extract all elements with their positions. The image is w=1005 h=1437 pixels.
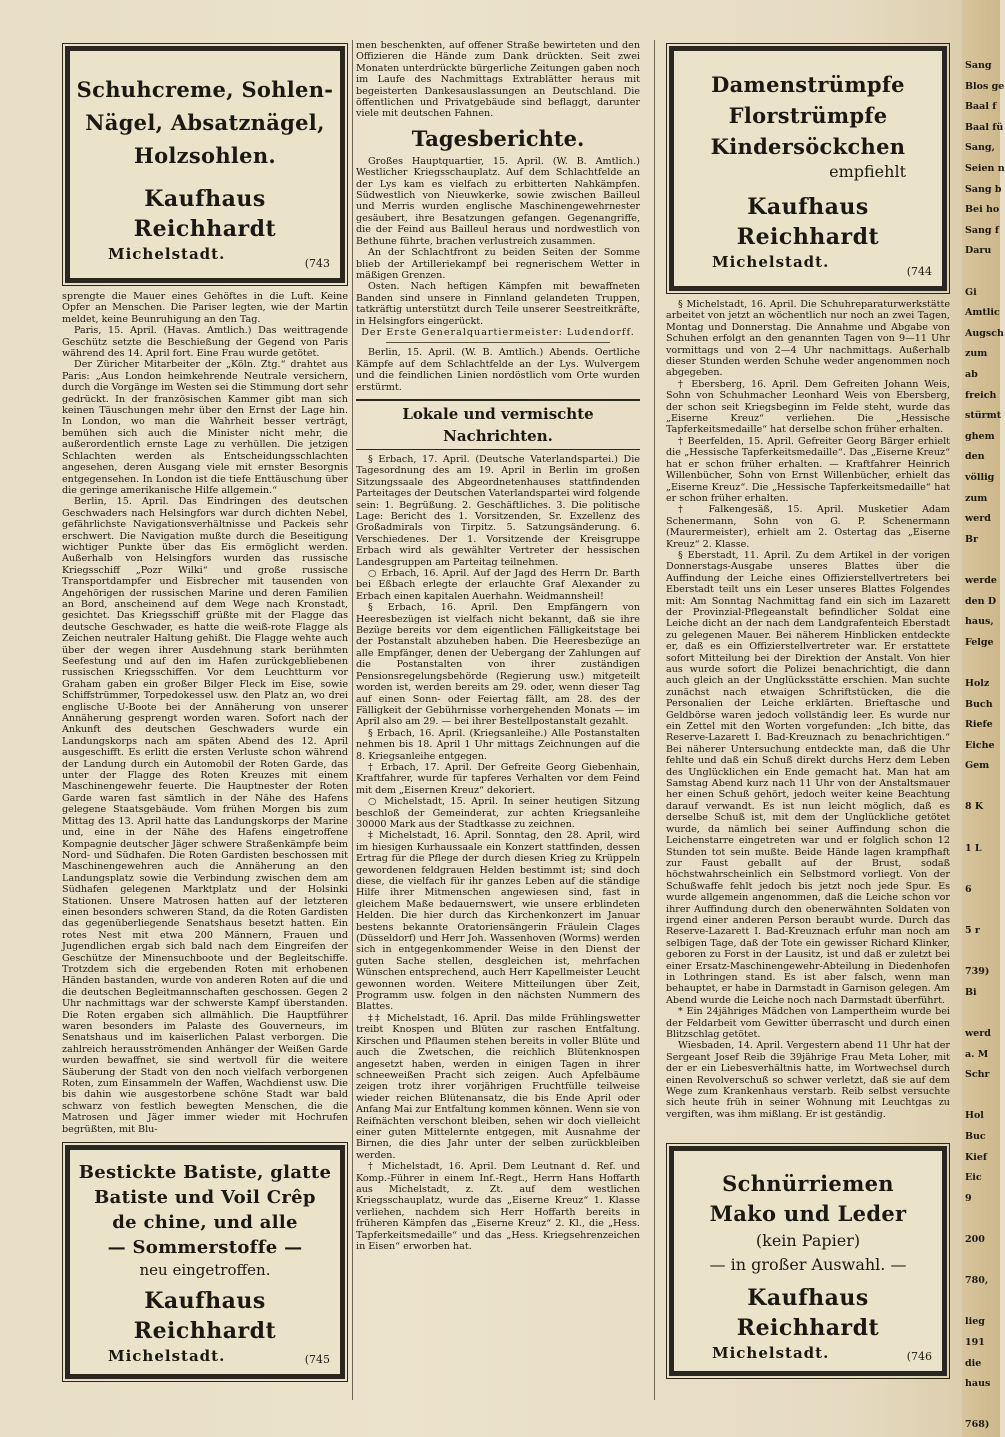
column-left (62, 40, 348, 1420)
edge-fragment: Baal f (965, 101, 997, 113)
paragraph: Berlin, 15. April. Das Eindringen des deutschen Geschwaders nach Helsingfors war durch dichten Nebel, gefährlichste Navigationsverhältnisse und Packeis sehr erschwert. Die Navigation mußte durch die Beseitigung wichtiger Punkte über das Eis ermöglicht werden. Außerhalb von Helsingfors wurden das russische Kriegsschiff „Pozr Wilki“ und große russische Transportdampfer und Eisbrecher mit tausenden von Angehörigen der russischen Marine und deren Familien an Bord, anscheinend auf dem Wege nach Kronstadt, gesichtet. Das Kriegsschiff grüßte mit der Flagge das deutsche Geschwader, es hatte die weiß-rote Flagge als Zeichen neutraler Haltung gehißt. Die Flagge wehte auch über der wegen ihrer Ausdehnung stark berühmten Seefestung und auf den im Hafen zurückgebliebenen russischen Kriegsschiffen. Vor dem Leuchtturm vor Graham gaben ein großer Bilger Fleck im Eise, sowie Schiffstrümmer, Torpedokessel usw. den Platz an, wo drei englische U-Boote bei der Annäherung von unserer Annäherung gesprengt worden waren. Sofort nach der Ankunft des deutschen Geschwaders wurde ein Landungskorps nach am späten Abend des 12. April ausgeschifft. Es erlitt die ersten Verluste schon während der Landung durch ein Automobil der Roten Garde, das unter der Flagge des Roten Kreuzes mit einem Maschinengewehr feuerte. Die Hauptnester der Roten Garde waren fast sämtlich in der Nähe des Hafens gelegene Staatsgebäude. Vom frühen Morgen bis zum Mittag des 13. April hatte das Landungskorps der Marine und, eine in der Nähe des Hafens eingetroffene Kompagnie deutscher Jäger schwere Straßenkämpfe beim Nord- und Südhafen. Die Roten Gardisten beschossen mit Maschinengewehren auch die Annäherung an den Landungsplatz sowie die Verbindung zwischen dem am Südhafen gelegenen Marktplatz und der Holsinki Stationen. Unsere Matrosen hatten auf der letzteren einen besonders schweren Stand, da die Roten Gardisten das gegenüberliegende Senatshaus besetzt hatten. Ein rotes Nest mit etwa 200 Männern, Frauen und Jugendlichen ergab sich bald nach dem Eingreifen der Geschütze der Minensuchboote und der Begleitschiffe. Trotzdem sich die ergebenden Roten mit erhobenen Händen bastanden, wurde von anderen Roten auf die und die deutschen Begleitmannschaften geschossen. Gegen 2 Uhr nachmittags war der schwerste Kampf überstanden. Die Roten ergaben sich allmählich. Die Hauptführer waren besonders im Palaste des Gouverneurs, im Senatshaus und im kaiserlichen Palast verborgen. Die zahlreich herausströmenden Anhänger der Weißen Garde wurden bewaffnet, sie sind wertvoll für die weitere Säuberung der Stadt von den noch vielfach verborgenen Roten, zum Einsammeln der Waffen, Wachdienst usw. Die bis dahin wie ausgestorbene schöne Stadt war bald schwarz von festlich bewegten Menschen, die die Matrosen und Jäger immer wieder mit Hochrufen begrüßten, mit Blu- (62, 496, 348, 1135)
ad-firm: Kaufhaus Reichhardt (133, 186, 277, 242)
ad-subline: neu eingetroffen. (139, 1261, 271, 1280)
edge-fragment: 5 r (965, 925, 980, 937)
paragraph: ‡ Michelstadt, 16. April. Sonntag, den 28. April, wird im hiesigen Kurhaussaale ein Konzert stattfinden, dessen Ertrag für die Pflege der durch diesen Krieg zu Krüppeln gewordenen feldgrauen Helden bestimmt ist; sind doch diese, die vielfach für ihr ganzes Leben auf die ständige Hilfe ihrer Mitmenschen angewiesen sind, fast in gleichem Maße bedauernswert, wie unsere erblindeten Helden. Die hier durch das Kirchenkonzert im Januar bestens bekannte Oratoriensängerin Fräulein Clages (Düsseldorf) und Herr Joh. Wassenhoven (Worms) werden sich in entgegenkommender Weise in den Dienst der guten Sache stellen, desgleichen ist, mehrfachen Wünschen entsprechend, auch Herr Kapellmeister Leucht gewonnen worden. Weitere Mitteilungen über Zeit, Programm usw. folgen in den nächsten Nummern des Blattes. (356, 830, 640, 1013)
daily-reports (356, 156, 640, 393)
paragraph: Der Züricher Mitarbeiter der „Köln. Ztg.“ drahtet aus Paris: „Aus London heimkehrende Neutrale versichern, durch die Vorgänge im Westen sei die Stimmung dort sehr gedrückt. In der französischen Kammer gibt man sich keinen Täuschungen mehr über den Ernst der Lage hin. In London, wo man die Wahrheit besser verträgt, bemühen sich auch die Minister nicht mehr, die außerordentlich ernste Lage zu verhüllen. Die jetzigen Schlachten werden als Entscheidungsschlachten angesehen, deren Ausgang viele mit ernster Besorgnis entgegensehen. In London ist die tiefe Enttäuschung über die geringe amerikanische Hilfe allgemein.“ (62, 359, 348, 496)
edge-fragment: Riefe (965, 719, 993, 731)
paragraph: Osten. Nach heftigen Kämpfen mit bewaffneten Banden sind unsere in Finnland gelandeten Truppen, tatkräftig unterstützt durch Teile unserer Seestreitkräfte, in Helsingfors eingerückt. (356, 281, 640, 327)
article-text (356, 40, 640, 120)
edge-fragment: 200 (965, 1234, 985, 1246)
advertisement-shoe-supplies (65, 46, 345, 283)
separator (386, 342, 610, 343)
ad-town: Michelstadt. (108, 1347, 226, 1366)
column-right (666, 40, 950, 1420)
edge-fragment: Daru (965, 245, 992, 257)
ad-subline: — in großer Auswahl. — (709, 1255, 907, 1275)
edge-fragment: werd (965, 513, 991, 525)
edge-fragment: 8 K (965, 801, 984, 813)
column-rule (654, 40, 655, 1400)
ad-town: Michelstadt. (712, 253, 830, 271)
paragraph: * Ein 24jähriges Mädchen von Lampertheim wurde bei der Feldarbeit vom Gewitter überrascht und durch einen Blitzschlag getötet. (666, 1006, 950, 1040)
paragraph: ‡‡ Michelstadt, 16. April. Das milde Frühlingswetter treibt Knospen und Blüten zur raschen Entfaltung. Kirschen und Pflaumen stehen bereits in voller Blüte und auch die Zwetschen, die reichlich Blütenknospen angesetzt haben, werden in einigen Tagen in ihrer schneeweißen Pracht sich zeigen. Auch Apfelbäume zeigen trotz ihrer vorjährigen Fruchtfülle teilweise wieder reichen Blütenansatz, die bis Ende April oder Anfang Mai zur Entfaltung kommen können. Wenn sie von Reifnächten verschont bleiben, sehen wir doch vielleicht einer guten Mittelernte entgegen, mit Ausnahme der Birnen, die dies Jahr unter der selben zurückbleiben werden. (356, 1012, 640, 1161)
ad-town: Michelstadt. (712, 1344, 830, 1363)
paragraph: † Erbach, 17. April. Der Gefreite Georg Giebenhain, Kraftfahrer, wurde für tapferes Verhalten vor dem Feind mit dem „Eisernen Kreuz“ dekoriert. (356, 761, 640, 796)
edge-fragment: Amtlic (965, 307, 1000, 319)
paragraph: § Erbach, 16. April. Den Empfängern von Heeresbezügen ist vielfach nicht bekannt, daß sie ihre Bezüge bereits vor dem eigentlichen Fälligkeitstage bei der Postanstalt abzuheben haben. Die Heeresbezüge an alle Empfänger, denen der Uebergang der Zahlungen auf die Postanstalten von ihrer zuständigen Pensionsregelungsbehörde (Regierung usw.) mitgeteilt worden ist, werden bereits am 29. oder, wenn dieser Tag auf einen Sonn- oder Feiertag fällt, am 28. des der Fälligkeit der Gebührnisse vorhergehenden Monats — im April also am 29. — bei ihrer Bestellpostanstalt gezahlt. (356, 602, 640, 728)
edge-fragment: Augsch (965, 327, 1004, 339)
edge-fragment: Gem (965, 760, 990, 772)
edge-fragment: 6 (965, 883, 972, 895)
edge-fragment: Baal fü (965, 121, 1004, 133)
section-heading-local-news: Lokale und vermischte Nachrichten. (356, 399, 640, 450)
edge-fragment: haus, (965, 616, 994, 628)
ad-subline: (kein Papier) (755, 1231, 861, 1251)
ad-subline: empfiehlt (829, 162, 906, 181)
paragraph: † Ebersberg, 16. April. Dem Gefreiten Johann Weis, Sohn von Schuhmacher Leonhard Weis von Ebersberg, der schon seit Kriegsbeginn im Felde steht, wurde das „Eiserne Kreuz“ verliehen. Die „Hessische Tapferkeitsmedaille“ hat derselbe schon früher erhalten. (666, 378, 950, 436)
edge-fragment: Buch (965, 698, 993, 710)
edge-fragment: lieg (965, 1316, 985, 1328)
paragraph: Berlin, 15. April. (W. B. Amtlich.) Abends. Oertliche Kämpfe auf dem Schlachtfelde an der Lys. Wulvergem und die feindlichen Linien nordöstlich vom Orte wurden erstürmt. (356, 347, 640, 393)
edge-fragment: stürmt (965, 410, 1002, 422)
edge-fragment: freich (965, 389, 997, 401)
edge-fragment: die (965, 1357, 982, 1369)
ad-line: Schnürriemen (722, 1171, 894, 1197)
ad-firm: Kaufhaus Reichhardt (133, 1288, 277, 1345)
advertisement-stockings (669, 46, 947, 291)
edge-fragment: Sang, (965, 142, 995, 154)
edge-fragment: Eic (965, 1172, 982, 1184)
column-middle (356, 40, 640, 1420)
edge-fragment: zum (965, 348, 988, 360)
edge-fragment: ghem (965, 430, 995, 442)
edge-fragment: zum (965, 492, 988, 504)
edge-fragment: 780, (965, 1275, 989, 1287)
edge-fragment: Bei ho (965, 204, 1000, 216)
paragraph: men beschenkten, auf offener Straße bewirteten und den Offizieren die Hände zum Dank drückten. Seit zwei Monaten unterdrückte bürgerliche Zeitungen gaben noch im Laufe des Nachmittags Extrablätter heraus mit begeisterten Dankesauslassungen an Deutschland. Die öffentlichen und Privatgebäude sind beflaggt, darunter viele mit deutschen Fahnen. (356, 40, 640, 120)
paragraph: Wiesbaden, 14. April. Vergestern abend 11 Uhr hat der Sergeant Josef Reib die 39jährige Frau Meta Loher, mit der er ein Liebesverhältnis hatte, im Wortwechsel durch einen Revolverschuß so schwer verletzt, daß sie auf dem Wege zum Krankenhaus verstarb. Reib selbst versuchte sich heute früh in seiner Wohnung mit Leuchtgas zu vergiften, was ihm mißlang. Er ist geständig. (666, 1040, 950, 1120)
ad-firm: Kaufhaus Reichhardt (736, 1285, 880, 1342)
ad-line: Holzsohlen. (133, 143, 277, 168)
ad-line: Nägel, Absatznägel, (85, 110, 325, 135)
ad-line: de chine, und alle (112, 1212, 298, 1234)
edge-fragment: Bi (965, 986, 977, 998)
edge-fragment: 768) (965, 1419, 990, 1431)
edge-fragment: Seien n (965, 162, 1005, 174)
paragraph: ○ Erbach, 16. April. Auf der Jagd des Herrn Dr. Barth bei Eßbach erlegte der erlauchte Graf Alexander zu Erbach einen kapitalen Auerhahn. Weidmannsheil! (356, 568, 640, 602)
ad-line: Schuhcreme, Sohlen- (76, 77, 334, 102)
edge-fragment: 739) (965, 966, 990, 978)
edge-fragment: a. M (965, 1048, 989, 1060)
edge-fragment: Blos ge (965, 80, 1005, 92)
edge-fragment: ab (965, 368, 978, 380)
section-heading-daily-reports: Tagesberichte. (411, 125, 585, 151)
ad-line: Florstrümpfe (728, 103, 888, 128)
edge-fragment: Hol (965, 1110, 984, 1122)
advertisement-fabrics (65, 1145, 345, 1379)
ad-line: Mako und Leder (709, 1201, 907, 1227)
edge-fragment: werde (965, 574, 997, 586)
edge-fragment: den D (965, 595, 997, 607)
local-news-continued (666, 299, 950, 1120)
paragraph: § Michelstadt, 16. April. Die Schuhreparaturwerkstätte arbeitet von jetzt an wöchentlich nur noch an zwei Tagen, Montag und Donnerstag. Die Annahme und Abgabe von Schuhen erfolgt an den genannten Tagen von 9—11 Uhr vormittags und von 2—4 Uhr nachmittags. Außerhalb dieser Stunden werden Schuhe weder angenommen noch abgegeben. (666, 299, 950, 379)
paragraph: § Erbach, 17. April. (Deutsche Vaterlandspartei.) Die Tagesordnung des am 19. April in Berlin im großen Sitzungssaale des Abgeordnetenhauses stattfindenden Parteitages der Deutschen Vaterlandspartei wird folgende sein: 1. Begrüßung. 2. Geschäftliches. 3. Die politische Lage: Bericht des 1. Vorsitzenden, Sr. Exzellenz des Großadmirals von Tirpitz. 5. Satzungsänderung. 6. Verschiedenes. Der 1. Vorsitzende der Kreisgruppe Erbach wird als gewählter Vertreter der hessischen Landesgruppen am Parteitag teilnehmen. (356, 453, 640, 568)
edge-fragment: den (965, 451, 985, 463)
ad-number: (745 (304, 1353, 330, 1367)
edge-fragment: Gi (965, 286, 977, 298)
edge-fragment: völlig (965, 471, 995, 483)
signature: Der Erste Generalquartiermeister: Ludendorff. (361, 326, 635, 338)
paragraph: Paris, 15. April. (Havas. Amtlich.) Das weittragende Geschütz setzte die Beschießung der Gegend von Paris während des 14. April fort. Eine Frau wurde getötet. (62, 325, 348, 360)
edge-fragment: Felge (965, 636, 994, 648)
advertisement-laces (669, 1146, 947, 1376)
paragraph: § Erbach, 16. April. (Kriegsanleihe.) Alle Postanstalten nehmen bis 18. April 1 Uhr mittags Zeichnungen auf die 8. Kriegsanleihe entgegen. (356, 727, 640, 762)
local-news (356, 454, 640, 1252)
paragraph: † Beerfelden, 15. April. Gefreiter Georg Bärger erhielt die „Hessische Tapferkeitsmedaille“. Das „Eiserne Kreuz“ hat er schon früher erhalten. — Kraftfahrer Heinrich Willenbücher, Sohn von Ernst Willenbücher, erhielt das „Eiserne Kreuz“. Die „Hessische Tapferkeitsmedaille“ hat er schon früher erhalten. (666, 435, 950, 504)
edge-fragment: Buc (965, 1131, 986, 1143)
adjacent-page-edge (962, 0, 1005, 1437)
paragraph: † Michelstadt, 16. April. Dem Leutnant d. Ref. und Komp.-Führer in einem Inf.-Regt., Herrn Hans Hoffarth aus Michelstadt, z. Zt. auf dem westlichen Kriegsschauplatz, wurde das „Eiserne Kreuz“ 1. Klasse verliehen, nachdem sich Herr Hoffarth bereits in früheren Kämpfen das „Eiserne Kreuz“ 2. Kl., die „Hess. Tapferkeitsmedaille“ und das „Hess. Kriegsehrenzeichen in Eisen“ erworben hat. (356, 1161, 640, 1252)
ad-town: Michelstadt. (108, 245, 226, 263)
column-rule (352, 40, 353, 1400)
paragraph: ○ Michelstadt, 15. April. In seiner heutigen Sitzung beschloß der Gemeinderat, zur achten Kriegsanleihe 30000 Mark aus der Stadtkasse zu zeichnen. (356, 796, 640, 830)
ad-number: (744 (906, 265, 932, 278)
paragraph: An der Schlachtfront zu beiden Seiten der Somme blieb der Artilleriekampf bei regnerischem Wetter in mäßigen Grenzen. (356, 247, 640, 281)
ad-line: Bestickte Batiste, glatte (78, 1162, 332, 1184)
edge-fragment: 191 (965, 1337, 985, 1348)
edge-fragment: Kief (965, 1151, 987, 1163)
ad-firm: Kaufhaus Reichhardt (736, 194, 880, 250)
ad-number: (743 (304, 257, 330, 270)
article-text (62, 291, 348, 1135)
edge-fragment: 1 L (965, 842, 982, 854)
edge-fragment: Br (965, 533, 979, 545)
edge-fragment: haus (965, 1378, 991, 1390)
ad-line: Kindersöckchen (710, 134, 906, 159)
edge-fragment: Holz (965, 677, 990, 689)
paragraph: § Eberstadt, 11. April. Zu dem Artikel in der vorigen Donnerstags-Ausgabe unseres Blattes über die Auffindung der Leiche eines Offizierstellvertreters bei Eberstadt teilt uns ein Leser unseres Blattes Folgendes mit: Am Sonntag Nachmittag fand ein sich im Lazarett der Provinzial-Pflegeanstalt befindlicher Soldat eine Leiche dicht an der nach dem Landgrafenteich Eberstadt zu gelegenen Mauer. Bei näherem Hinblicken entdeckte er, daß es ein Offizierstellvertreter war. Er erstattete sofort Mitteilung bei der Direktion der Anstalt. Von hier aus wurde sofort die Polizei benachrichtigt, die dann auch gleich an der Unglücksstätte erschien. Man suchte zunächst nach etwaigen Schriftstücken, die die Personalien der Leiche erklärten. Brieftasche und Geldbörse waren jedoch vollständig leer. Es wurde nur ein Zettel mit den Worten vorgefunden: „Ich bitte, das Reserve-Lazarett I. Bad-Kreuznach zu benachrichtigen.“ Bei näherer Untersuchung entdeckte man, daß die Uhr fehlte und daß ein Schuß direkt durchs Herz dem Leben des Unglücklichen ein Ende gemacht hat. Man hat am Samstag Abend kurz nach 11 Uhr von der Anstaltsmauer her einen Schuß gehört, jedoch weiter keine Beachtung darauf verwandt. Es ist nun leicht möglich, daß es derselbe Schuß ist, mit dem der Unglückliche getötet wurde, da nämlich bei seiner Auffindung schon die Leichenstarre eingetreten war und er folglich schon 12 Stunden tot sein mußte. Beide Hände lagen krampfhaft zur Faust geballt auf der Brust, sodaß höchstwahrscheinlich ein Selbstmord vorliegt. Von der Schußwaffe fehlt jedoch bis jetzt noch jede Spur. Es wurde allgemein angenommen, daß die Leiche schon vor ihrer Auffindung durch den obenerwähnten Soldaten von irgend einer anderen Person beraubt wurde. Durch das Reserve-Lazarett I. Bad-Kreuznach erfuhr man noch am selbigen Tage, daß der Tote ein gewisser Richard Klinker, geboren zu Forst in der Lausitz, ist und daß er zuletzt bei einer Ersatz-Maschinengewehr-Abteilung in Diedenhofen in Lothringen stand. Es ist aber falsch, wenn man behauptet, er habe in Darmstadt in Garnison gelegen. Am Abend wurde die Leiche noch nach Darmstadt überführt. (666, 549, 950, 1006)
edge-fragment: Sang (965, 60, 992, 71)
edge-fragment: Eiche (965, 739, 995, 751)
ad-number: (746 (906, 1350, 932, 1364)
paragraph: sprengte die Mauer eines Gehöftes in die Luft. Keine Opfer an Menschen. Die Pariser legten, wie der Martin meldet, keine Beunruhigung an den Tag. (62, 291, 348, 325)
ad-line: Batiste und Voil Crêp (94, 1187, 316, 1209)
paragraph: † Falkengesäß, 15. April. Musketier Adam Schenermann, Sohn von G. P. Schenermann (Maurermeister), erhielt am 2. Ostertag das „Eiserne Kreuz“ 2. Klasse. (666, 504, 950, 550)
edge-fragment: Schr (965, 1069, 990, 1081)
edge-fragment: werd (965, 1028, 991, 1040)
ad-line: — Sommerstoffe — (107, 1237, 303, 1259)
edge-fragment: Sang b (965, 183, 1002, 195)
paragraph: Großes Hauptquartier, 15. April. (W. B. Amtlich.) Westlicher Kriegsschauplatz. Auf dem Schlachtfelde an der Lys kam es vielfach zu erbitterten Nahkämpfen. Südwestlich von Nieuwkerke, sowie zwischen Bailleul und Merris wurden englische Maschinengewehrnester gesäubert, ihre Besatzungen gefangen. Gegenangriffe, die der Feind aus Bailleul heraus und nordwestlich von Bethune führte, brachen verlustreich zusammen. (356, 155, 640, 247)
edge-fragment: Sang f (965, 224, 999, 236)
edge-fragment: 9 (965, 1192, 972, 1204)
ad-line: Damenstrümpfe (711, 72, 905, 97)
